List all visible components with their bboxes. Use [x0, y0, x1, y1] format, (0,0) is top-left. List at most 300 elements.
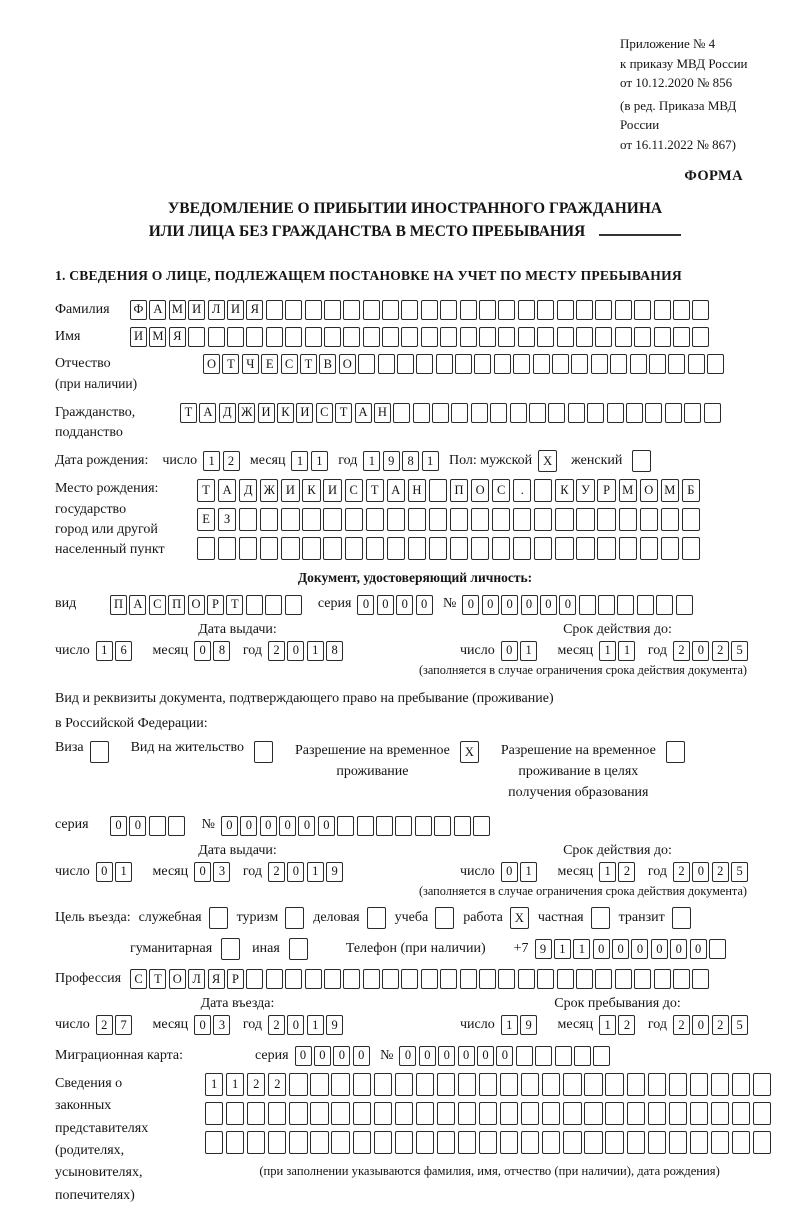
form-cell[interactable] [591, 907, 610, 929]
form-cell[interactable]: 2 [268, 1015, 285, 1035]
form-cell[interactable] [627, 1131, 645, 1154]
form-cell[interactable]: 1 [203, 451, 220, 471]
form-cell[interactable]: 0 [692, 1015, 709, 1035]
form-cell[interactable] [542, 1102, 560, 1125]
checkbox-residence-permit[interactable] [254, 741, 273, 763]
form-cell[interactable] [289, 1131, 307, 1154]
form-cell[interactable] [345, 508, 363, 531]
form-cell[interactable] [500, 1131, 518, 1154]
form-cell[interactable] [510, 403, 527, 423]
form-cell[interactable] [247, 1131, 265, 1154]
form-cell[interactable] [188, 327, 205, 347]
form-cell[interactable] [395, 1102, 413, 1125]
issue-year-cells[interactable] [268, 641, 346, 661]
form-cell[interactable]: 0 [593, 939, 610, 959]
form-cell[interactable]: М [661, 479, 679, 502]
form-cell[interactable]: 1 [226, 1073, 244, 1096]
birth-month-cells[interactable] [291, 451, 330, 471]
form-cell[interactable] [208, 327, 225, 347]
form-cell[interactable]: 0 [298, 816, 315, 836]
form-cell[interactable] [310, 1102, 328, 1125]
form-cell[interactable] [305, 969, 322, 989]
form-cell[interactable] [630, 354, 647, 374]
form-cell[interactable] [654, 327, 671, 347]
form-cell[interactable] [634, 969, 651, 989]
form-cell[interactable] [661, 537, 679, 560]
form-cell[interactable]: М [169, 300, 186, 320]
form-cell[interactable]: 0 [416, 595, 433, 615]
form-cell[interactable] [732, 1131, 750, 1154]
form-cell[interactable] [401, 327, 418, 347]
form-cell[interactable]: 0 [129, 816, 146, 836]
form-cell[interactable]: 0 [314, 1046, 331, 1066]
form-cell[interactable] [421, 300, 438, 320]
form-cell[interactable] [617, 595, 634, 615]
form-cell[interactable] [408, 537, 426, 560]
form-cell[interactable] [343, 327, 360, 347]
form-cell[interactable] [429, 508, 447, 531]
form-cell[interactable] [218, 537, 236, 560]
form-cell[interactable]: Р [207, 595, 224, 615]
form-cell[interactable] [615, 300, 632, 320]
form-cell[interactable]: С [345, 479, 363, 502]
form-cell[interactable] [254, 741, 273, 763]
form-cell[interactable]: Н [408, 479, 426, 502]
birth-day-cells[interactable] [203, 451, 242, 471]
form-cell[interactable]: Р [227, 969, 244, 989]
doc-series-cells[interactable] [357, 595, 435, 615]
form-cell[interactable]: 1 [422, 451, 439, 471]
form-cell[interactable] [500, 1073, 518, 1096]
doc-kind-cells[interactable] [110, 595, 304, 615]
form-cell[interactable] [226, 1131, 244, 1154]
form-cell[interactable] [416, 1131, 434, 1154]
form-cell[interactable] [574, 1046, 591, 1066]
form-cell[interactable] [521, 1131, 539, 1154]
form-cell[interactable]: С [281, 354, 298, 374]
form-cell[interactable] [421, 969, 438, 989]
birth-place-row1[interactable] [197, 479, 703, 502]
form-cell[interactable]: 8 [326, 641, 343, 661]
form-cell[interactable] [557, 969, 574, 989]
form-cell[interactable]: Т [335, 403, 352, 423]
form-cell[interactable]: 2 [712, 862, 729, 882]
form-cell[interactable] [563, 1102, 581, 1125]
form-cell[interactable] [374, 1102, 392, 1125]
form-cell[interactable] [376, 816, 393, 836]
form-cell[interactable] [645, 403, 662, 423]
form-cell[interactable]: К [302, 479, 320, 502]
form-cell[interactable]: А [218, 479, 236, 502]
form-cell[interactable] [337, 816, 354, 836]
form-cell[interactable] [648, 1102, 666, 1125]
form-cell[interactable] [607, 403, 624, 423]
form-cell[interactable] [421, 327, 438, 347]
form-cell[interactable]: 0 [419, 1046, 436, 1066]
form-cell[interactable] [673, 300, 690, 320]
form-cell[interactable] [401, 300, 418, 320]
form-cell[interactable] [387, 537, 405, 560]
res-valid-day-cells[interactable] [501, 862, 540, 882]
form-cell[interactable] [584, 1073, 602, 1096]
form-cell[interactable] [498, 300, 515, 320]
checkbox-temp-residence[interactable] [460, 741, 479, 763]
form-cell[interactable] [401, 969, 418, 989]
form-cell[interactable] [605, 1073, 623, 1096]
form-cell[interactable] [205, 1102, 223, 1125]
form-cell[interactable]: А [149, 300, 166, 320]
form-cell[interactable]: П [168, 595, 185, 615]
form-cell[interactable]: 2 [268, 641, 285, 661]
form-cell[interactable]: 2 [673, 862, 690, 882]
form-cell[interactable]: И [281, 479, 299, 502]
form-cell[interactable] [548, 403, 565, 423]
form-cell[interactable] [753, 1073, 771, 1096]
form-cell[interactable] [711, 1131, 729, 1154]
form-cell[interactable] [584, 1102, 602, 1125]
form-cell[interactable] [357, 816, 374, 836]
form-cell[interactable] [353, 1131, 371, 1154]
form-cell[interactable] [732, 1073, 750, 1096]
form-cell[interactable] [382, 327, 399, 347]
form-cell[interactable]: X [510, 907, 529, 929]
form-cell[interactable] [437, 1073, 455, 1096]
form-cell[interactable] [557, 300, 574, 320]
form-cell[interactable] [535, 1046, 552, 1066]
form-cell[interactable] [634, 327, 651, 347]
profession-cells[interactable] [130, 969, 712, 989]
form-cell[interactable] [450, 537, 468, 560]
form-cell[interactable] [374, 1131, 392, 1154]
form-cell[interactable] [537, 327, 554, 347]
form-cell[interactable] [266, 969, 283, 989]
form-cell[interactable] [555, 1046, 572, 1066]
form-cell[interactable] [455, 354, 472, 374]
form-cell[interactable]: 0 [96, 862, 113, 882]
form-cell[interactable]: 2 [618, 862, 635, 882]
form-cell[interactable] [711, 1073, 729, 1096]
form-cell[interactable] [479, 1073, 497, 1096]
form-cell[interactable]: Т [149, 969, 166, 989]
form-cell[interactable]: 0 [110, 816, 127, 836]
form-cell[interactable] [460, 969, 477, 989]
form-cell[interactable] [473, 816, 490, 836]
res-number-cells[interactable] [221, 816, 492, 836]
form-cell[interactable]: 1 [311, 451, 328, 471]
form-cell[interactable]: 0 [357, 595, 374, 615]
form-cell[interactable] [656, 595, 673, 615]
form-cell[interactable] [437, 1102, 455, 1125]
form-cell[interactable] [289, 1073, 307, 1096]
form-cell[interactable]: 0 [438, 1046, 455, 1066]
form-cell[interactable]: К [277, 403, 294, 423]
form-cell[interactable]: Ф [130, 300, 147, 320]
form-cell[interactable]: 0 [477, 1046, 494, 1066]
form-cell[interactable] [654, 969, 671, 989]
form-cell[interactable] [429, 479, 447, 502]
form-cell[interactable] [331, 1131, 349, 1154]
form-cell[interactable] [513, 537, 531, 560]
form-cell[interactable] [692, 300, 709, 320]
form-cell[interactable] [637, 595, 654, 615]
checkbox-business[interactable] [209, 907, 228, 929]
birth-place-row3[interactable] [197, 537, 703, 560]
form-cell[interactable] [688, 354, 705, 374]
form-cell[interactable] [537, 300, 554, 320]
form-cell[interactable] [331, 1073, 349, 1096]
birth-year-cells[interactable] [363, 451, 441, 471]
form-cell[interactable] [669, 1131, 687, 1154]
issue-day-cells[interactable] [96, 641, 135, 661]
form-cell[interactable] [310, 1131, 328, 1154]
form-cell[interactable] [563, 1073, 581, 1096]
res-issue-year-cells[interactable] [268, 862, 346, 882]
res-issue-month-cells[interactable] [194, 862, 233, 882]
form-cell[interactable]: 0 [651, 939, 668, 959]
form-cell[interactable]: 0 [692, 862, 709, 882]
form-cell[interactable] [239, 537, 257, 560]
form-cell[interactable] [490, 403, 507, 423]
form-cell[interactable]: С [149, 595, 166, 615]
res-issue-day-cells[interactable] [96, 862, 135, 882]
form-cell[interactable] [627, 1102, 645, 1125]
form-cell[interactable] [395, 816, 412, 836]
checkbox-tourism[interactable] [285, 907, 304, 929]
form-cell[interactable] [518, 327, 535, 347]
form-cell[interactable] [615, 969, 632, 989]
form-cell[interactable]: 1 [573, 939, 590, 959]
form-cell[interactable] [479, 1102, 497, 1125]
form-cell[interactable]: 3 [213, 1015, 230, 1035]
form-cell[interactable] [460, 300, 477, 320]
form-cell[interactable] [353, 1102, 371, 1125]
form-cell[interactable] [591, 354, 608, 374]
form-cell[interactable] [595, 969, 612, 989]
form-cell[interactable]: Е [197, 508, 215, 531]
form-cell[interactable] [518, 969, 535, 989]
entry-month-cells[interactable] [194, 1015, 233, 1035]
form-cell[interactable] [595, 300, 612, 320]
form-cell[interactable]: Т [197, 479, 215, 502]
form-cell[interactable] [542, 1073, 560, 1096]
form-cell[interactable]: 0 [287, 862, 304, 882]
form-cell[interactable] [363, 969, 380, 989]
form-cell[interactable]: 0 [399, 1046, 416, 1066]
form-cell[interactable] [302, 508, 320, 531]
form-cell[interactable]: 6 [115, 641, 132, 661]
form-cell[interactable]: 0 [287, 1015, 304, 1035]
form-cell[interactable] [576, 300, 593, 320]
form-cell[interactable]: 0 [631, 939, 648, 959]
checkbox-female[interactable] [632, 450, 651, 472]
form-cell[interactable]: И [296, 403, 313, 423]
form-cell[interactable] [534, 537, 552, 560]
checkbox-private[interactable] [591, 907, 610, 929]
form-cell[interactable] [673, 969, 690, 989]
form-cell[interactable]: 2 [673, 641, 690, 661]
form-cell[interactable] [669, 1073, 687, 1096]
form-cell[interactable] [576, 969, 593, 989]
form-cell[interactable] [305, 327, 322, 347]
form-cell[interactable]: Д [239, 479, 257, 502]
form-cell[interactable]: 2 [247, 1073, 265, 1096]
form-cell[interactable]: У [576, 479, 594, 502]
form-cell[interactable] [584, 1131, 602, 1154]
form-cell[interactable] [707, 354, 724, 374]
form-cell[interactable]: 0 [318, 816, 335, 836]
form-cell[interactable] [285, 907, 304, 929]
form-cell[interactable] [576, 508, 594, 531]
form-cell[interactable] [440, 969, 457, 989]
form-cell[interactable]: 2 [96, 1015, 113, 1035]
form-cell[interactable] [247, 1102, 265, 1125]
form-cell[interactable]: 0 [462, 595, 479, 615]
form-cell[interactable] [571, 354, 588, 374]
form-cell[interactable]: И [323, 479, 341, 502]
form-cell[interactable]: 9 [520, 1015, 537, 1035]
citizenship-cells[interactable] [180, 403, 723, 423]
form-cell[interactable] [458, 1131, 476, 1154]
form-cell[interactable] [387, 508, 405, 531]
form-cell[interactable]: 2 [712, 641, 729, 661]
form-cell[interactable] [542, 1131, 560, 1154]
patronymic-cells[interactable] [203, 354, 727, 374]
form-cell[interactable] [692, 969, 709, 989]
form-cell[interactable] [331, 1102, 349, 1125]
form-cell[interactable]: Я [246, 300, 263, 320]
form-cell[interactable] [521, 1102, 539, 1125]
form-cell[interactable]: Ч [242, 354, 259, 374]
form-cell[interactable] [648, 1131, 666, 1154]
form-cell[interactable] [704, 403, 721, 423]
form-cell[interactable] [513, 354, 530, 374]
form-cell[interactable] [672, 907, 691, 929]
form-cell[interactable] [711, 1102, 729, 1125]
form-cell[interactable]: 1 [599, 862, 616, 882]
form-cell[interactable]: X [460, 741, 479, 763]
form-cell[interactable]: 8 [402, 451, 419, 471]
form-cell[interactable]: С [130, 969, 147, 989]
form-cell[interactable]: Ж [238, 403, 255, 423]
form-cell[interactable]: 0 [692, 641, 709, 661]
form-cell[interactable] [343, 300, 360, 320]
form-cell[interactable]: 2 [712, 1015, 729, 1035]
form-cell[interactable]: 0 [221, 816, 238, 836]
form-cell[interactable]: 9 [383, 451, 400, 471]
form-cell[interactable] [440, 327, 457, 347]
form-cell[interactable] [323, 537, 341, 560]
form-cell[interactable] [626, 403, 643, 423]
form-cell[interactable]: Т [180, 403, 197, 423]
form-cell[interactable] [529, 403, 546, 423]
form-cell[interactable] [209, 907, 228, 929]
form-cell[interactable]: 0 [377, 595, 394, 615]
form-cell[interactable]: 2 [268, 1073, 286, 1096]
form-cell[interactable] [597, 537, 615, 560]
form-cell[interactable] [205, 1131, 223, 1154]
form-cell[interactable] [518, 300, 535, 320]
form-cell[interactable] [395, 1073, 413, 1096]
form-cell[interactable]: 0 [501, 595, 518, 615]
form-cell[interactable] [436, 354, 453, 374]
form-cell[interactable] [408, 508, 426, 531]
form-cell[interactable] [610, 354, 627, 374]
form-cell[interactable] [471, 537, 489, 560]
form-cell[interactable] [576, 537, 594, 560]
form-cell[interactable] [471, 508, 489, 531]
form-cell[interactable] [226, 1102, 244, 1125]
form-cell[interactable] [684, 403, 701, 423]
checkbox-study[interactable] [435, 907, 454, 929]
form-cell[interactable] [605, 1102, 623, 1125]
form-cell[interactable] [358, 354, 375, 374]
form-cell[interactable] [494, 354, 511, 374]
form-cell[interactable] [450, 508, 468, 531]
form-cell[interactable] [437, 1131, 455, 1154]
form-cell[interactable] [268, 1131, 286, 1154]
form-cell[interactable] [345, 537, 363, 560]
form-cell[interactable]: М [149, 327, 166, 347]
form-cell[interactable] [498, 969, 515, 989]
stay-day-cells[interactable] [501, 1015, 540, 1035]
form-cell[interactable] [289, 938, 308, 960]
form-cell[interactable]: О [188, 595, 205, 615]
form-cell[interactable] [281, 508, 299, 531]
form-cell[interactable]: 0 [559, 595, 576, 615]
surname-cells[interactable] [130, 300, 712, 320]
valid-year-cells[interactable] [673, 641, 751, 661]
form-cell[interactable] [627, 1073, 645, 1096]
form-cell[interactable]: 1 [554, 939, 571, 959]
form-cell[interactable]: 0 [482, 595, 499, 615]
form-cell[interactable] [382, 969, 399, 989]
form-cell[interactable] [521, 1073, 539, 1096]
form-cell[interactable] [454, 816, 471, 836]
form-cell[interactable]: 0 [353, 1046, 370, 1066]
form-cell[interactable] [619, 537, 637, 560]
representatives-row2[interactable] [205, 1102, 774, 1125]
form-cell[interactable]: О [169, 969, 186, 989]
form-cell[interactable] [648, 1073, 666, 1096]
form-cell[interactable] [479, 1131, 497, 1154]
form-cell[interactable] [654, 300, 671, 320]
entry-year-cells[interactable] [268, 1015, 346, 1035]
form-cell[interactable] [363, 327, 380, 347]
form-cell[interactable] [246, 327, 263, 347]
form-cell[interactable]: 2 [673, 1015, 690, 1035]
valid-day-cells[interactable] [501, 641, 540, 661]
form-cell[interactable]: 5 [731, 862, 748, 882]
form-cell[interactable]: О [471, 479, 489, 502]
form-cell[interactable] [732, 1102, 750, 1125]
form-cell[interactable] [676, 595, 693, 615]
form-cell[interactable] [640, 537, 658, 560]
form-cell[interactable]: . [513, 479, 531, 502]
form-cell[interactable] [260, 537, 278, 560]
form-cell[interactable] [619, 508, 637, 531]
form-cell[interactable] [239, 508, 257, 531]
form-cell[interactable] [471, 403, 488, 423]
form-cell[interactable]: 1 [96, 641, 113, 661]
entry-day-cells[interactable] [96, 1015, 135, 1035]
form-cell[interactable]: 5 [731, 1015, 748, 1035]
form-cell[interactable]: 0 [496, 1046, 513, 1066]
form-cell[interactable] [479, 327, 496, 347]
form-cell[interactable]: 0 [690, 939, 707, 959]
form-cell[interactable]: П [450, 479, 468, 502]
form-cell[interactable] [440, 300, 457, 320]
form-cell[interactable]: Д [219, 403, 236, 423]
